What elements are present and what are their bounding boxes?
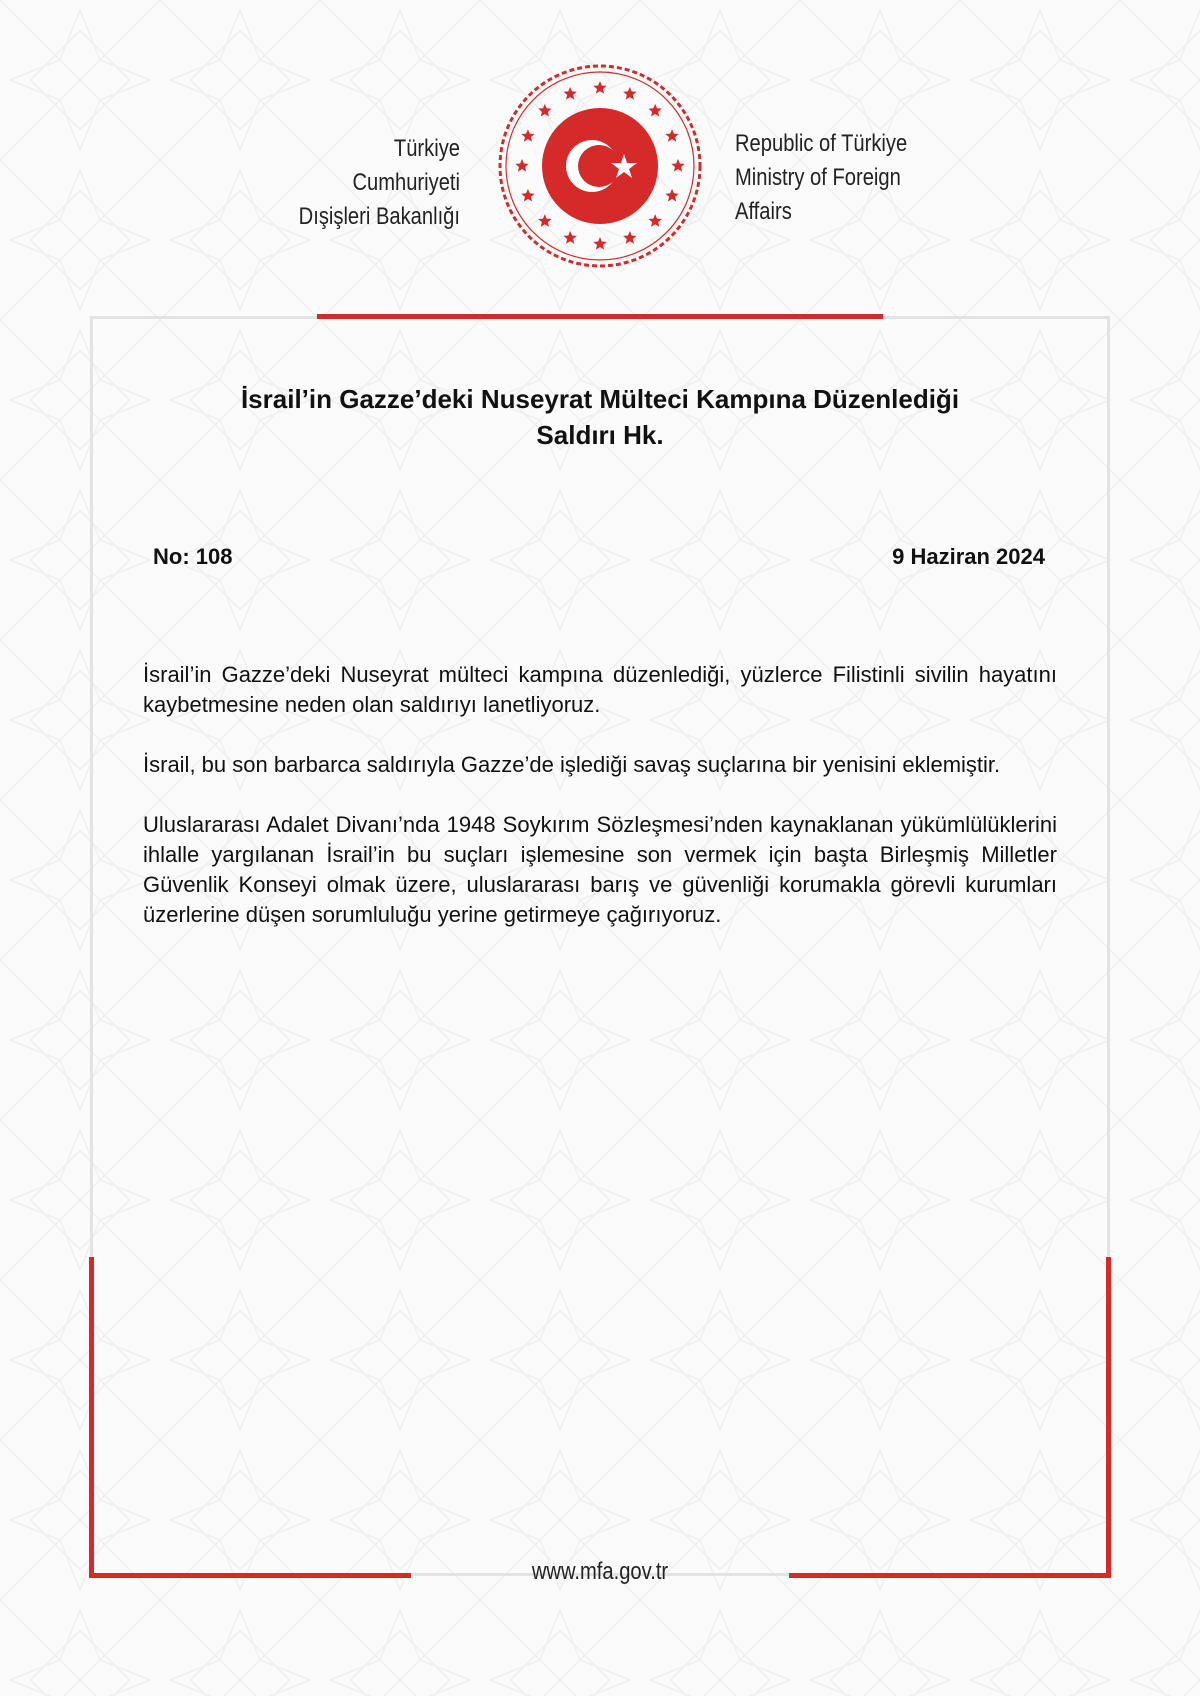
ministry-emblem-logo — [496, 62, 704, 270]
emblem-star-icon — [521, 189, 534, 202]
emblem-star-icon — [521, 129, 534, 142]
emblem-star-icon — [538, 214, 551, 227]
emblem-star-icon — [665, 189, 678, 202]
paragraph-2: İsrail, bu son barbarca saldırıyla Gazze’de işlediği savaş suçlarına bir yenisini eklemiştir. — [143, 752, 1001, 777]
right-red-accent-line — [1106, 1257, 1111, 1578]
ministry-name-english — [735, 127, 953, 229]
document-title — [120, 381, 1080, 453]
emblem-star-icon — [665, 129, 678, 142]
title-line1: İsrail’in Gazze’deki Nuseyrat Mülteci Kampına Düzenlediği — [240, 384, 960, 414]
emblem-star-icon — [593, 81, 606, 94]
paragraph-3: Uluslararası Adalet Divanı’nda 1948 Soykırım Sözleşmesi’nden kaynaklanan yükümlülüklerini ihlalle yargılanan İsrail’in bu suçları işlemesine son vermek için başta Birleşmiş Milletler Güvenlik Konseyi olmak üzere, uluslararası barış ve güvenliği korumakla görevli kurumları üzerlerine düşen sorumluluğu yerine getirmeye çağırıyoruz. — [143, 812, 1057, 927]
emblem-star-icon — [623, 87, 636, 100]
emblem-star-icon — [623, 231, 636, 244]
emblem-star-icon — [593, 237, 606, 250]
emblem-star-icon — [563, 87, 576, 100]
emblem-star-icon — [649, 104, 662, 117]
ministry-tr-line1: Türkiye Cumhuriyeti — [352, 135, 460, 196]
bottom-left-red-accent-line — [89, 1573, 411, 1578]
ministry-en-line1: Republic of Türkiye — [735, 130, 908, 157]
ministry-tr-line2: Dışişleri Bakanlığı — [298, 203, 460, 230]
ministry-name-turkish — [284, 132, 460, 234]
emblem-star-icon — [649, 214, 662, 227]
bottom-right-red-accent-line — [789, 1573, 1111, 1578]
paragraph-1: İsrail’in Gazze’deki Nuseyrat mülteci kampına düzenlediği, yüzlerce Filistinli sivilin hayatını kaybetmesine neden olan saldırıyı lanetliyoruz. — [143, 662, 1057, 717]
title-line2: Saldırı Hk. — [536, 420, 664, 450]
emblem-star-icon — [671, 159, 684, 172]
emblem-star-icon — [515, 159, 528, 172]
emblem-star-icon — [563, 231, 576, 244]
left-red-accent-line — [89, 1257, 94, 1578]
document-body — [143, 660, 1057, 960]
ministry-en-line2: Ministry of Foreign Affairs — [735, 164, 901, 225]
document-number: No: 108 — [153, 544, 233, 569]
footer-website-url: www.mfa.gov.tr — [531, 1558, 669, 1585]
document-date: 9 Haziran 2024 — [892, 544, 1045, 569]
top-red-accent-line — [317, 314, 883, 319]
emblem-star-icon — [538, 104, 551, 117]
